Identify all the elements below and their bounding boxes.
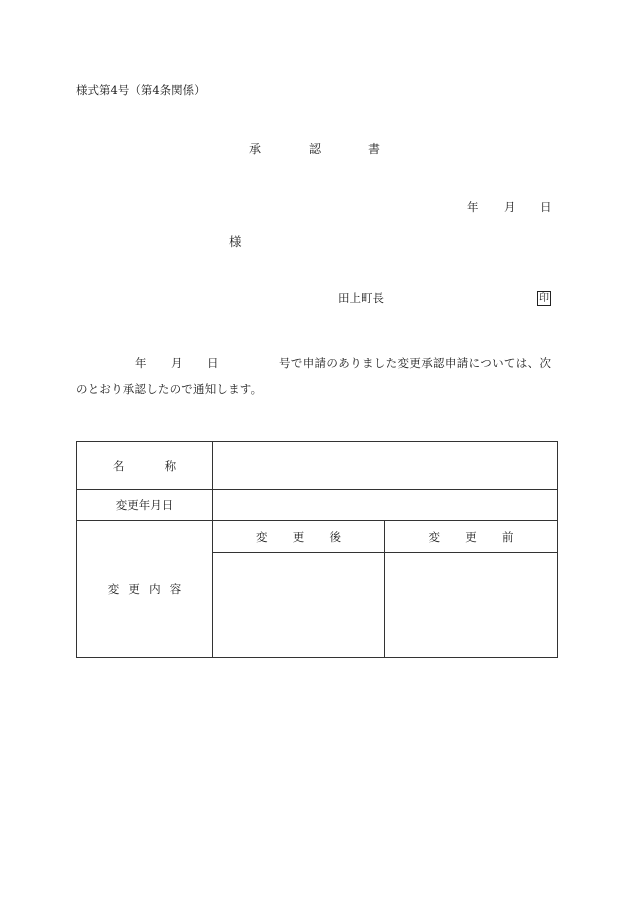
table-row-change-headers <box>77 521 558 553</box>
seal-mark: 印 <box>539 293 549 304</box>
issue-date-year: 年 <box>467 200 479 214</box>
issue-date-month: 月 <box>504 200 516 214</box>
body-year: 年 <box>135 356 147 370</box>
before-label: 変更前 <box>428 529 539 544</box>
body-day: 日 <box>207 356 219 370</box>
table-row-change-date <box>77 490 558 521</box>
change-date-value-cell <box>213 490 558 521</box>
change-detail-table <box>76 441 558 658</box>
after-header-cell <box>213 521 385 553</box>
before-value-cell <box>385 553 558 658</box>
change-date-label-cell <box>77 490 213 521</box>
issue-date-day: 日 <box>540 200 552 214</box>
change-content-label: 変更内容 <box>107 582 191 596</box>
name-label-cell <box>77 442 217 490</box>
title-char-2: 認 <box>309 142 322 156</box>
name-value-cell <box>213 442 558 490</box>
name-label: 名称 <box>112 458 217 473</box>
after-value-cell <box>213 553 385 658</box>
change-content-label-cell <box>77 521 213 658</box>
body-month: 月 <box>171 356 183 370</box>
change-date-label: 変更年月日 <box>115 498 174 512</box>
after-label: 変更後 <box>255 529 367 544</box>
form-number: 様式第4号（第4条関係） <box>76 83 206 97</box>
body-line-1-text: 号で申請のありました変更承認申請については、次 <box>279 356 552 370</box>
table-row-name <box>77 442 558 490</box>
body-line-2: のとおり承認したので通知します。 <box>76 382 263 396</box>
addressee-suffix: 様 <box>229 234 242 249</box>
title-char-1: 承 <box>249 142 262 156</box>
title-char-3: 書 <box>368 142 381 156</box>
issuer-title: 田上町長 <box>338 291 384 305</box>
before-header-cell <box>385 521 558 553</box>
